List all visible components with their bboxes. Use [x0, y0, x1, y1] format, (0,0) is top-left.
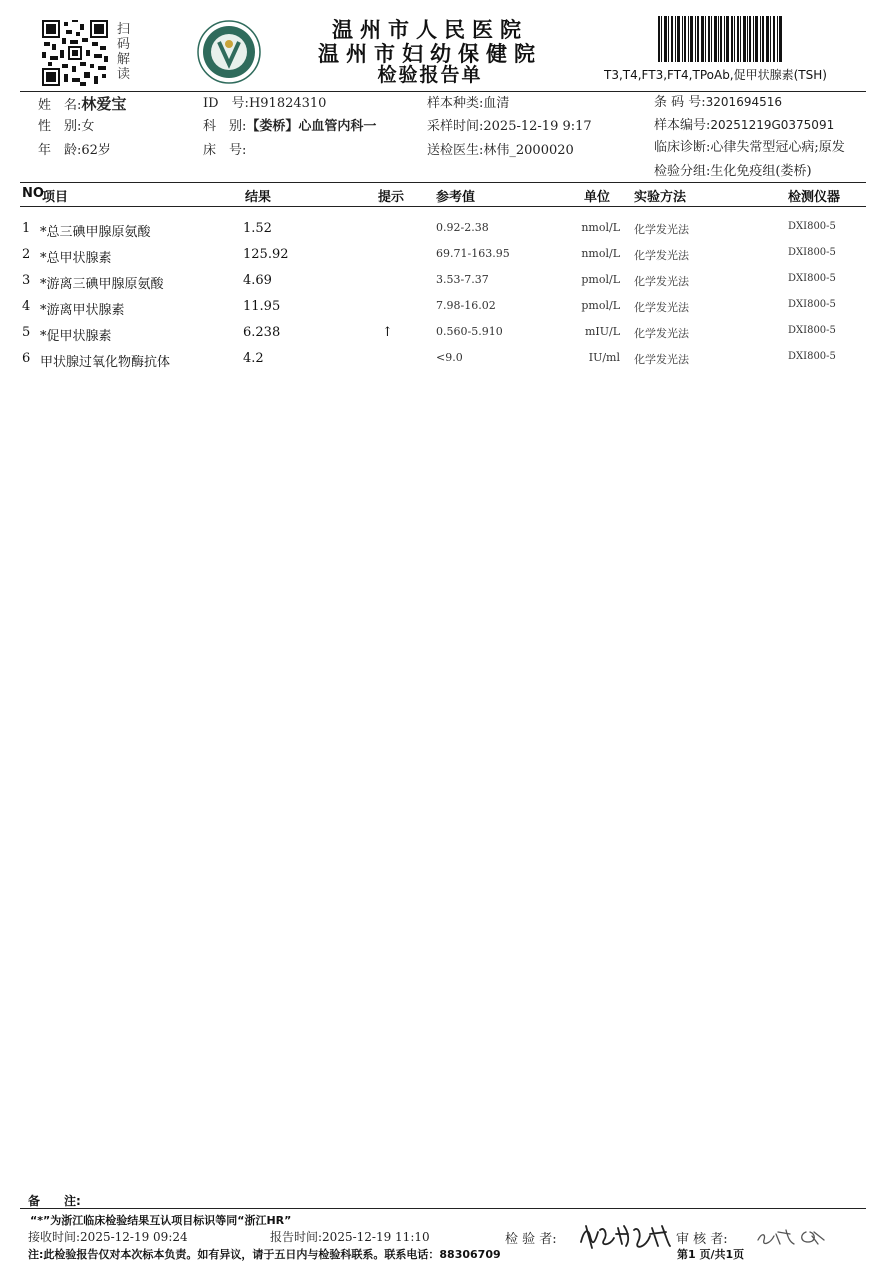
report-title: 检验报告单 [377, 64, 483, 86]
header-divider [20, 91, 866, 92]
col-result-header: 结果 [245, 190, 272, 205]
row-ref: 7.98-16.02 [436, 299, 496, 312]
row-no: 4 [22, 299, 31, 314]
barcode-graphic [658, 16, 782, 62]
bed-label: 床 号: [203, 143, 247, 158]
receive-time: 2025-12-19 09:24 [80, 1230, 188, 1244]
sample-no-field [654, 117, 834, 134]
report-time-field [270, 1228, 430, 1245]
row-item: *促甲状腺素 [40, 329, 112, 344]
receive-time-field [28, 1228, 188, 1245]
row-no: 1 [22, 221, 31, 236]
row-instrument: DXI800-5 [788, 325, 836, 336]
qr-code [42, 20, 108, 86]
row-method: 化学发光法 [634, 249, 689, 262]
table-row [0, 247, 892, 267]
table-row [0, 221, 892, 241]
test-group: 生化免疫组(娄桥) [710, 164, 812, 179]
sample-type-field [427, 96, 509, 112]
patient-name-field [38, 96, 126, 114]
row-unit: pmol/L [581, 273, 620, 286]
row-item: *总甲状腺素 [40, 251, 112, 266]
patient-id: H91824310 [248, 96, 327, 111]
col-instrument-header: 检测仪器 [788, 190, 841, 205]
hospital-name-1: 温州市人民医院 [332, 17, 528, 42]
hospital-logo [197, 20, 261, 84]
row-ref: 0.92-2.38 [436, 221, 489, 234]
row-instrument: DXI800-5 [788, 299, 836, 310]
row-ref: 0.560-5.910 [436, 325, 503, 338]
row-result: 4.69 [243, 273, 272, 288]
row-instrument: DXI800-5 [788, 247, 836, 258]
remarks-label: 备 注: [28, 1194, 81, 1208]
row-item: 甲状腺过氧化物酶抗体 [40, 355, 171, 370]
collect-time-label: 采样时间: [427, 119, 484, 134]
row-unit: IU/ml [588, 351, 620, 364]
barcode-label: 条 码 号: [654, 95, 706, 110]
name-label: 姓 名: [38, 98, 82, 113]
row-item: *游离三碘甲腺原氨酸 [40, 277, 164, 292]
page-number: 第1 页/共1页 [677, 1248, 745, 1261]
table-row [0, 351, 892, 371]
row-ref: <9.0 [436, 351, 463, 364]
sample-number: 20251219G0375091 [710, 118, 835, 132]
high-flag-arrow: ↑ [382, 325, 393, 340]
doctor-label: 送检医生: [427, 143, 484, 158]
row-unit: mIU/L [584, 325, 620, 338]
reviewer-label: 审 核 者: [676, 1232, 728, 1247]
dept-label: 科 别: [203, 119, 247, 134]
col-unit-header: 单位 [584, 190, 611, 205]
row-unit: pmol/L [581, 299, 620, 312]
patient-name: 林爱宝 [81, 95, 127, 113]
col-method-header: 实验方法 [634, 190, 687, 205]
info-divider [20, 182, 866, 183]
barcode-field [654, 94, 782, 111]
row-item: *游离甲状腺素 [40, 303, 125, 318]
row-instrument: DXI800-5 [788, 221, 836, 232]
row-no: 5 [22, 325, 31, 340]
row-result: 125.92 [243, 247, 289, 262]
row-no: 2 [22, 247, 31, 262]
col-no-header: NO [22, 186, 44, 201]
footer-divider [20, 1208, 866, 1209]
patient-id-field [203, 96, 326, 112]
col-item-header: 项目 [42, 190, 69, 205]
age-label: 年 龄: [38, 143, 82, 158]
group-field [654, 164, 812, 180]
row-result: 1.52 [243, 221, 272, 236]
examiner-label: 检 验 者: [505, 1232, 557, 1247]
row-instrument: DXI800-5 [788, 273, 836, 284]
row-method: 化学发光法 [634, 223, 689, 236]
row-ref: 3.53-7.37 [436, 273, 489, 286]
patient-age-field [38, 143, 111, 159]
hospital-name-2: 温州市妇幼保健院 [318, 41, 542, 66]
col-flag-header: 提示 [378, 190, 405, 205]
hr-note: “*”为浙江临床检验结果互认项目标识等同“浙江HR” [30, 1214, 292, 1227]
table-header-divider [20, 206, 866, 207]
doctor-field [427, 143, 574, 159]
row-method: 化学发光法 [634, 327, 689, 340]
report-time: 2025-12-19 11:10 [322, 1230, 430, 1244]
diagnosis: 心律失常型冠心病;原发 [710, 140, 845, 155]
patient-sex-field [38, 119, 94, 135]
sample-type: 血清 [483, 96, 510, 111]
row-ref: 69.71-163.95 [436, 247, 510, 260]
table-row [0, 299, 892, 319]
row-result: 6.238 [243, 325, 281, 340]
row-instrument: DXI800-5 [788, 351, 836, 362]
row-result: 11.95 [243, 299, 281, 314]
diagnosis-field [654, 140, 845, 156]
patient-age: 62岁 [81, 143, 111, 158]
barcode-number: 3201694516 [705, 95, 783, 109]
group-label: 检验分组: [654, 164, 711, 179]
row-result: 4.2 [243, 351, 264, 366]
table-row [0, 325, 892, 345]
row-method: 化学发光法 [634, 275, 689, 288]
row-unit: nmol/L [581, 247, 620, 260]
report-time-label: 报告时间: [270, 1230, 323, 1244]
row-no: 3 [22, 273, 31, 288]
sample-type-label: 样本种类: [427, 96, 484, 111]
row-no: 6 [22, 351, 31, 366]
col-ref-header: 参考值 [436, 190, 476, 205]
department: 【娄桥】心血管内科一 [246, 119, 377, 134]
row-unit: nmol/L [581, 221, 620, 234]
test-panel-names: T3,T4,FT3,FT4,TPoAb,促甲状腺素(TSH) [604, 68, 827, 82]
diagnosis-label: 临床诊断: [654, 140, 711, 155]
scan-label: 扫码解读 [117, 22, 131, 82]
table-row [0, 273, 892, 293]
row-item: *总三碘甲腺原氨酸 [40, 225, 151, 240]
doctor-name: 林伟_2000020 [483, 143, 574, 158]
reviewer-signature [756, 1226, 828, 1248]
sample-no-label: 样本编号: [654, 118, 711, 133]
collect-time-field [427, 119, 592, 135]
examiner-signature [578, 1222, 674, 1250]
disclaimer: 注:此检验报告仅对本次标本负责。如有异议，请于五日内与检验科联系。联系电话：88306709 [28, 1248, 501, 1261]
id-label: ID 号: [203, 96, 249, 111]
bed-field [203, 143, 246, 159]
receive-time-label: 接收时间: [28, 1230, 81, 1244]
patient-sex: 女 [81, 119, 95, 134]
row-method: 化学发光法 [634, 301, 689, 314]
sex-label: 性 别: [38, 119, 82, 134]
collect-time: 2025-12-19 9:17 [483, 119, 592, 134]
row-method: 化学发光法 [634, 353, 689, 366]
department-field [203, 119, 376, 135]
